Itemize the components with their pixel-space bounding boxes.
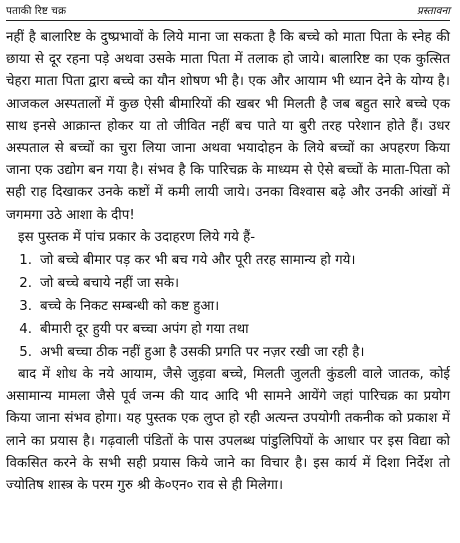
list-item [6,341,450,364]
list-item-text: जो बच्चे बीमार पड़ कर भी बच गये और पूरी तरह सामान्य हो गये। [40,253,356,269]
list-item-text: जो बच्चे बचाये नहीं जा सके। [40,276,180,292]
body-paragraph-1: नहीं है बालारिष्ट के दुष्प्रभावों के लिये माना जा सकता है कि बच्चे को माता पिता के स्नेह की छाया से दूर रहना पड़े अथवा उसके माता पिता में तलाक हो जाये। बालारिष्ट का एक कुत्सित चेहरा माता पिता द्वारा बच्चे का यौन शोषण भी है। एक और आयाम भी ध्यान देने के योग्य है। आजकल अस्पतालों में कुछ ऐसी बीमारियों की खबर भी मिलती है जब बहुत सारे बच्चे एक साथ इनसे आक्रान्त होकर या तो जीवित नहीं बच पाते या बुरी तरह परेशान होते हैं। उधर अस्पताल से बच्चों का चुरा लिया जाना अथवा भयादोहन के लिये बच्चों का अपहरण किया जाना एक उद्योग बन गया है। संभव है कि पारिचक्र के माध्यम से ऐसे बच्चों के माता-पिता को सही राह दिखाकर उनके कष्टों में कमी लायी जाये। उनका विश्वास बढ़े और उनकी आंखों में जगमगा उठे आशा के दीप! [6,30,450,223]
list-item-text: बीमारी दूर हुयी पर बच्चा अपंग हो गया तथा [40,322,249,338]
list-item [6,249,450,272]
list-item [6,295,450,318]
list-item-number: 3. [19,299,32,315]
running-header [6,4,450,18]
list-item [6,318,450,341]
header-book-title: पताकी रिष्ट चक्र [6,5,67,17]
list-item-number: 1. [19,253,32,269]
header-rule [6,20,450,21]
body-paragraph-2: इस पुस्तक में पांच प्रकार के उदाहरण लिये गये हैं- [18,229,256,245]
examples-list [6,249,450,364]
header-section-title: प्रस्तावना [416,5,450,17]
list-item-number: 5. [19,345,32,361]
list-item-text: बच्चे के निकट सम्बन्धी को कष्ट हुआ। [40,299,220,315]
body-paragraph-3: बाद में शोध के नये आयाम, जैसे जुड़वा बच्चे, मिलती जुलती कुंडली वाले जातक, कोई असामान्य मामला जैसे पूर्व जन्म की याद आदि भी सामने आयेंगे जहां पारिचक्र का प्रयोग किया जाना संभव होगा। यह पुस्तक एक लुप्त हो रही अत्यन्त उपयोगी तकनीक को प्रकाश में लाने का प्रयास है। गढ़वाली पंडितों के पास उपलब्ध पांडुलिपियों के आधार पर इस विद्या को विकसित करने के सभी सही प्रयास किये जाने का विचार है। इस कार्य में दिशा निर्देश तो ज्योतिष शास्त्र के परम गुरु श्री के०एन० राव से ही मिलेगा। [6,367,450,494]
list-item-number: 2. [19,276,32,292]
list-item [6,272,450,295]
list-item-text: अभी बच्चा ठीक नहीं हुआ है उसकी प्रगति पर नज़र रखी जा रही है। [40,345,365,361]
list-item-number: 4. [19,322,32,338]
